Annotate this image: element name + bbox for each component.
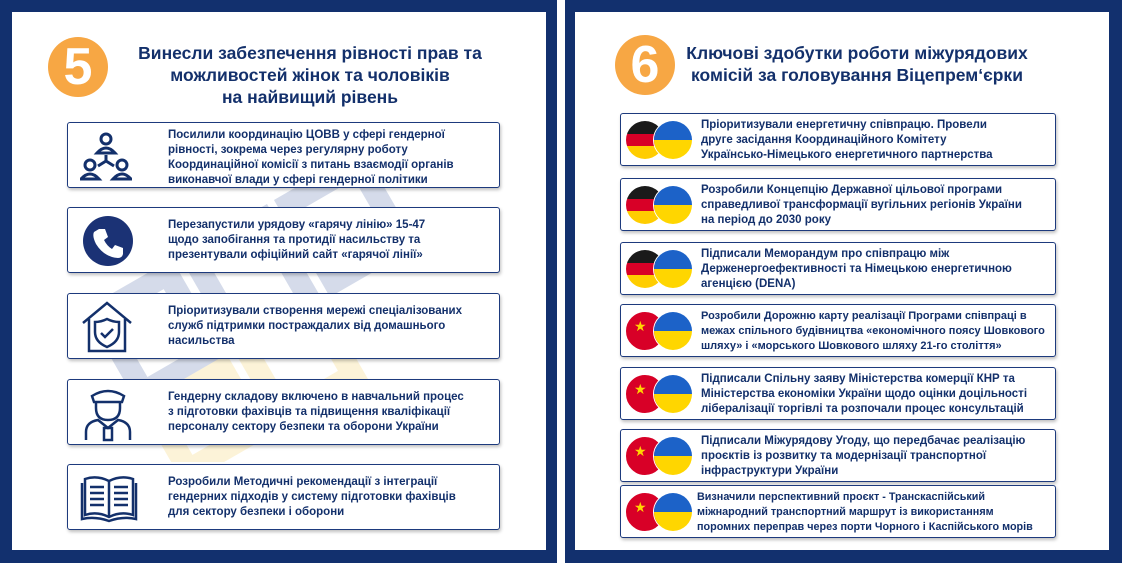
- left-card-4-text: [168, 390, 464, 435]
- right-card-6: [620, 429, 1056, 482]
- text-line: Розробили Методичні рекомендації з інтеграції: [168, 476, 438, 488]
- right-card-7: [620, 485, 1056, 538]
- right-title-line-1: Ключові здобутки роботи міжурядових: [686, 43, 1028, 63]
- ukraine-flag-icon: [653, 311, 693, 351]
- text-line: лібералізації торгівлі та розпочали процес консультацій: [701, 403, 1024, 415]
- ukraine-flag-icon: [653, 492, 693, 532]
- text-line: служб підтримки постраждалих від домашнього: [168, 320, 446, 332]
- china-ukraine-flags-icon: [625, 311, 695, 351]
- people-network-icon: [80, 131, 132, 181]
- left-card-3: [67, 293, 500, 359]
- open-book-icon: [80, 473, 138, 523]
- germany-ukraine-flags-icon: [625, 120, 695, 160]
- right-card-3: [620, 242, 1056, 295]
- left-card-3-text: [168, 304, 462, 349]
- left-title-line-2: можливостей жінок та чоловіків: [170, 65, 450, 85]
- text-line: щодо запобігання та протидії насильству та: [168, 234, 421, 246]
- left-card-2: [67, 207, 500, 273]
- china-flag-icon: ★: [625, 436, 665, 476]
- text-line: справедливої трансформації вугільних регіонів України: [701, 199, 1022, 211]
- text-line: Підписали Меморандум про співпрацю між: [701, 248, 950, 260]
- ukraine-flag-icon: [653, 436, 693, 476]
- left-card-1: [67, 122, 500, 188]
- ukraine-flag-icon: [653, 249, 693, 289]
- germany-ukraine-flags-icon: [625, 185, 695, 225]
- right-card-2: [620, 178, 1056, 231]
- text-line: Посилили координацію ЦОВВ у сфері гендерної: [168, 129, 445, 141]
- left-card-5-text: [168, 475, 456, 520]
- text-line: на період до 2030 року: [701, 214, 831, 226]
- text-line: агенцією (DENA): [701, 278, 796, 290]
- text-line: інфраструктури України: [701, 465, 839, 477]
- ukraine-flag-icon: [653, 374, 693, 414]
- text-line: персоналу сектору безпеки та оборони України: [168, 421, 439, 433]
- text-line: Підписали Міжурядову Угоду, що передбачає реалізацію: [701, 435, 1026, 447]
- text-line: Визначили перспективний проєкт - Транскаспійський: [697, 491, 986, 503]
- text-line: проєктів із розвитку та модернізації транспортної: [701, 450, 987, 462]
- right-card-3-text: [701, 247, 1012, 292]
- left-card-4: [67, 379, 500, 445]
- right-card-7-text: [697, 490, 1033, 535]
- text-line: поромних переправ через порти Чорного і Каспійського морів: [697, 521, 1033, 533]
- text-line: для сектору безпеки і оборони: [168, 506, 345, 518]
- right-card-2-text: [701, 183, 1022, 228]
- germany-ukraine-flags-icon: [625, 249, 695, 289]
- left-title-line-3: на найвищий рівень: [221, 87, 399, 107]
- left-panel-content: [12, 12, 546, 550]
- text-line: рівності, зокрема через регулярну роботу: [168, 144, 408, 156]
- text-line: друге засідання Координаційного Комітету: [701, 134, 947, 146]
- ukraine-flag-icon: [653, 120, 693, 160]
- text-line: межах спільного будівництва «економічного поясу Шовкового: [701, 325, 1045, 337]
- right-card-5: [620, 367, 1056, 420]
- china-ukraine-flags-icon: [625, 492, 695, 532]
- left-title: [90, 42, 530, 108]
- text-line: гендерних підходів у систему підготовки фахівців: [168, 491, 456, 503]
- text-line: Держенергоефективності та Німецькою енергетичною: [701, 263, 1012, 275]
- text-line: Гендерну складову включено в навчальний процес: [168, 391, 464, 403]
- section-number-6: 6: [615, 35, 675, 95]
- text-line: насильства: [168, 335, 235, 347]
- text-line: виконавчої влади у сфері гендерної політики: [168, 174, 428, 186]
- text-line: Розробили Дорожню карту реалізації Програми співпраці в: [701, 310, 1027, 322]
- officer-icon: [82, 384, 134, 442]
- text-line: презентували офіційний сайт «гарячої лінії»: [168, 249, 423, 261]
- china-flag-icon: ★: [625, 311, 665, 351]
- right-card-6-text: [701, 434, 1025, 479]
- right-title-line-2: комісій за головування Віцепрем‘єрки: [691, 65, 1023, 85]
- text-line: Пріоритизували енергетичну співпрацю. Провели: [701, 119, 987, 131]
- right-card-1-text: [701, 118, 993, 163]
- right-card-4-text: [701, 309, 1045, 354]
- text-line: шляху» і «морського Шовкового шляху 21-го століття»: [701, 340, 1002, 352]
- ukraine-flag-icon: [653, 185, 693, 225]
- china-ukraine-flags-icon: [625, 436, 695, 476]
- text-line: Координаційної комісії з питань взаємодії органів: [168, 159, 454, 171]
- left-title-line-1: Винесли забезпечення рівності прав та: [138, 43, 482, 63]
- text-line: Українсько-Німецького енергетичного партнерства: [701, 149, 993, 161]
- text-line: з підготовки фахівців та підвищення кваліфікації: [168, 406, 451, 418]
- section-number-5: 5: [48, 37, 108, 97]
- right-card-5-text: [701, 372, 1027, 417]
- left-card-2-text: [168, 218, 425, 263]
- text-line: Підписали Спільну заяву Міністерства комерції КНР та: [701, 373, 1015, 385]
- house-shield-icon: [80, 299, 134, 355]
- text-line: міжнародний транспортний маршрут із використанням: [697, 506, 994, 518]
- right-card-1: [620, 113, 1056, 166]
- china-flag-icon: ★: [625, 374, 665, 414]
- right-card-4: [620, 304, 1056, 357]
- china-flag-icon: ★: [625, 492, 665, 532]
- text-line: Розробили Концепцію Державної цільової програми: [701, 184, 1003, 196]
- text-line: Пріоритизували створення мережі спеціалізованих: [168, 305, 462, 317]
- left-card-5: [67, 464, 500, 530]
- text-line: Міністерства економіки України щодо оцінки доцільності: [701, 388, 1028, 400]
- left-card-1-text: [168, 128, 454, 188]
- text-line: Перезапустили урядову «гарячу лінію» 15-47: [168, 219, 426, 231]
- phone-icon: [82, 215, 134, 267]
- left-panel: [0, 0, 557, 563]
- china-ukraine-flags-icon: [625, 374, 695, 414]
- right-title: [657, 42, 1057, 86]
